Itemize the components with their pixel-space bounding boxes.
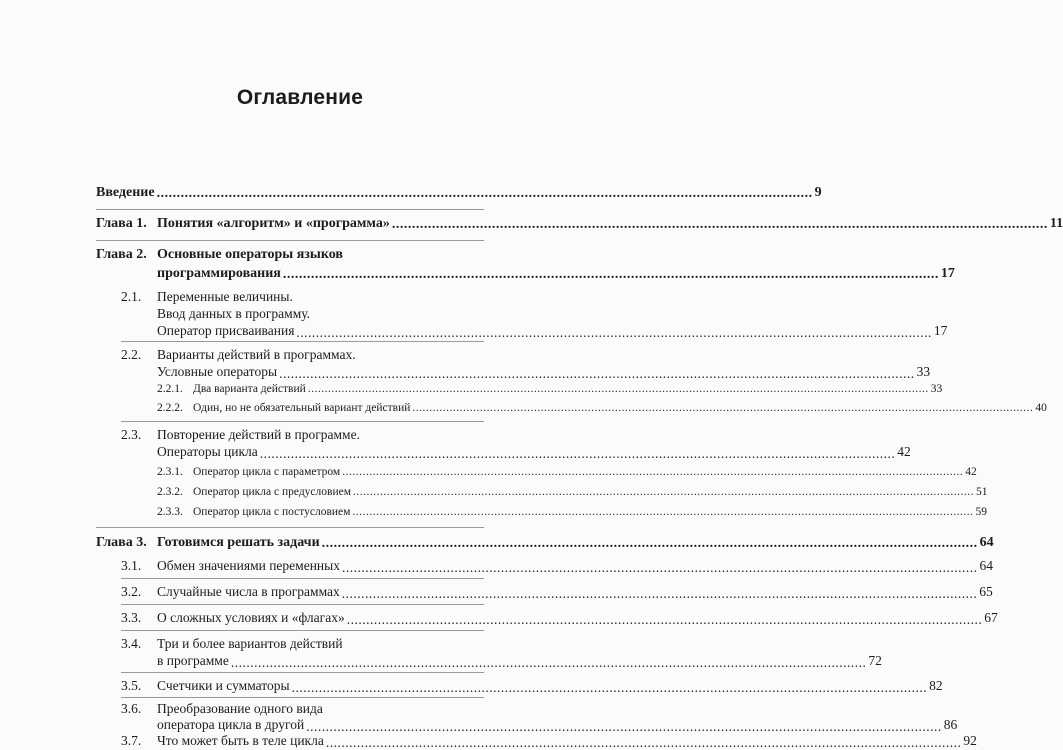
toc-entry-section-2-1[interactable] (157, 323, 948, 340)
subsection-number: 2.2.2. (157, 402, 183, 414)
toc-entry-section-3-7[interactable] (157, 733, 977, 750)
toc-entry-section-2-3[interactable] (157, 444, 911, 461)
page-number: 11 (1049, 216, 1063, 231)
toc-entry-subsection-2-2-2[interactable] (193, 401, 1047, 414)
entry-title: Готовимся решать задачи (157, 535, 320, 550)
entry-title: в программе (157, 653, 229, 668)
section-number: 3.1. (121, 558, 142, 573)
page-number: 33 (916, 364, 931, 379)
toc-entry-chapter-3[interactable] (157, 535, 994, 551)
dot-leader: .................................................................................................................................................................... (230, 654, 867, 670)
entry-title: Два варианта действий (193, 383, 306, 395)
dot-leader: .................................................................................................................................................................... (296, 324, 932, 340)
page-number: 9 (814, 185, 822, 200)
entry-title: оператора цикла в другой (157, 717, 305, 732)
dot-leader: .................................................................................................................................................................... (341, 585, 978, 601)
dot-leader: .................................................................................................................................................................... (282, 267, 939, 282)
dot-leader: .................................................................................................................................................................... (259, 445, 896, 461)
section-number: 3.6. (121, 701, 142, 716)
entry-title-line: Переменные величины. (157, 289, 293, 304)
toc-entry-section-3-4[interactable] (157, 653, 882, 670)
toc-entry-section-3-6[interactable] (157, 717, 958, 734)
page-number: 17 (940, 266, 955, 281)
section-number: 3.3. (121, 610, 142, 625)
section-number: 3.7. (121, 733, 142, 748)
section-number: 2.3. (121, 427, 142, 442)
toc-entry-section-3-1[interactable] (157, 558, 993, 575)
subsection-number: 2.3.3. (157, 506, 183, 518)
section-number: 2.2. (121, 347, 142, 362)
entry-title: Счетчики и сумматоры (157, 678, 290, 693)
chapter-label: Глава 2. (96, 247, 147, 262)
entry-title-line: Варианты действий в программах. (157, 347, 356, 362)
toc-entry-subsection-2-3-3[interactable] (193, 505, 987, 518)
entry-title: программирования (157, 266, 281, 281)
dot-leader: .................................................................................................................................................................... (325, 734, 962, 750)
dot-leader: .................................................................................................................................................................... (306, 718, 942, 734)
entry-title: Оператор цикла с параметром (193, 466, 341, 478)
entry-title-line: Повторение действий в программе. (157, 427, 360, 442)
page-number: 65 (979, 584, 993, 599)
chapter-label: Глава 3. (96, 535, 147, 550)
dot-leader: ........................................................................................................................................................................................ (412, 401, 1034, 414)
page-number: 42 (897, 444, 911, 459)
dot-leader: .................................................................................................................................................................... (291, 679, 928, 695)
entry-title: Оператор присваивания (157, 323, 295, 338)
entry-title-line: Основные операторы языков (157, 247, 343, 262)
dot-leader: ........................................................................................................................................................................................ (307, 382, 929, 395)
toc-entry-chapter-2[interactable] (157, 266, 955, 282)
section-number: 2.1. (121, 289, 142, 304)
page-number: 72 (868, 653, 882, 668)
entry-title: Обмен значениями переменных (157, 558, 340, 573)
page-number: 42 (965, 466, 977, 478)
entry-title: Оператор цикла с постусловием (193, 506, 351, 518)
toc-entry-section-3-3[interactable] (157, 610, 998, 627)
entry-title: Один, но не обязательный вариант действий (193, 402, 411, 414)
dot-leader: ........................................................................................................................................................................................ (342, 465, 964, 478)
page-number: 17 (933, 323, 948, 338)
dot-leader: .................................................................................................................................................................... (321, 536, 978, 551)
separator-line (121, 604, 484, 605)
toc-entry-intro[interactable] (96, 185, 822, 201)
subsection-number: 2.3.1. (157, 466, 183, 478)
page-number: 86 (943, 717, 958, 732)
dot-leader: .................................................................................................................................................................... (341, 559, 978, 575)
toc-entry-section-3-5[interactable] (157, 678, 943, 695)
separator-line (121, 672, 484, 673)
entry-title: Операторы цикла (157, 444, 258, 459)
separator-line (121, 421, 484, 422)
page-number: 67 (984, 610, 998, 625)
separator-line (121, 578, 484, 579)
entry-title-line: Преобразование одного вида (157, 701, 323, 716)
separator-line (96, 527, 484, 528)
dot-leader: .................................................................................................................................................................... (346, 611, 983, 627)
section-number: 3.4. (121, 636, 142, 651)
page-number: 82 (929, 678, 943, 693)
entry-title-line: Три и более вариантов действий (157, 636, 343, 651)
section-number: 3.2. (121, 584, 142, 599)
separator-line (96, 209, 484, 210)
entry-title: Условные операторы (157, 364, 278, 379)
page-number: 33 (930, 383, 943, 395)
separator-line (121, 697, 484, 698)
entry-title: Случайные числа в программах (157, 584, 340, 599)
page-number: 92 (963, 733, 977, 748)
entry-title: Введение (96, 185, 155, 200)
toc-entry-subsection-2-3-2[interactable] (193, 485, 988, 498)
page-number: 51 (975, 486, 988, 498)
toc-entry-section-2-2[interactable] (157, 364, 931, 381)
toc-entry-section-3-2[interactable] (157, 584, 993, 601)
entry-title: Понятия «алгоритм» и «программа» (157, 216, 390, 231)
entry-title: Оператор цикла с предусловием (193, 486, 351, 498)
section-number: 3.5. (121, 678, 142, 693)
subsection-number: 2.3.2. (157, 486, 183, 498)
dot-leader: ........................................................................................................................................................................................ (352, 505, 974, 518)
toc-entry-chapter-1[interactable] (157, 216, 1063, 232)
toc-entry-subsection-2-2-1[interactable] (193, 382, 943, 395)
dot-leader: ........................................................................................................................................................................................ (352, 485, 974, 498)
entry-title: О сложных условиях и «флагах» (157, 610, 345, 625)
page-number: 64 (979, 558, 993, 573)
page-number: 64 (979, 535, 994, 550)
chapter-label: Глава 1. (96, 216, 147, 231)
dot-leader: .................................................................................................................................................................... (156, 186, 813, 201)
subsection-number: 2.2.1. (157, 383, 183, 395)
dot-leader: .................................................................................................................................................................... (279, 365, 915, 381)
entry-title-line: Ввод данных в программу. (157, 306, 311, 321)
separator-line (121, 341, 484, 342)
entry-title: Что может быть в теле цикла (157, 733, 324, 748)
separator-line (96, 240, 484, 241)
page-number: 59 (975, 506, 987, 518)
toc-entry-subsection-2-3-1[interactable] (193, 465, 977, 478)
page-number: 40 (1035, 402, 1047, 414)
separator-line (121, 630, 484, 631)
page-title: Оглавление (236, 86, 364, 109)
dot-leader: .................................................................................................................................................................... (391, 217, 1048, 232)
